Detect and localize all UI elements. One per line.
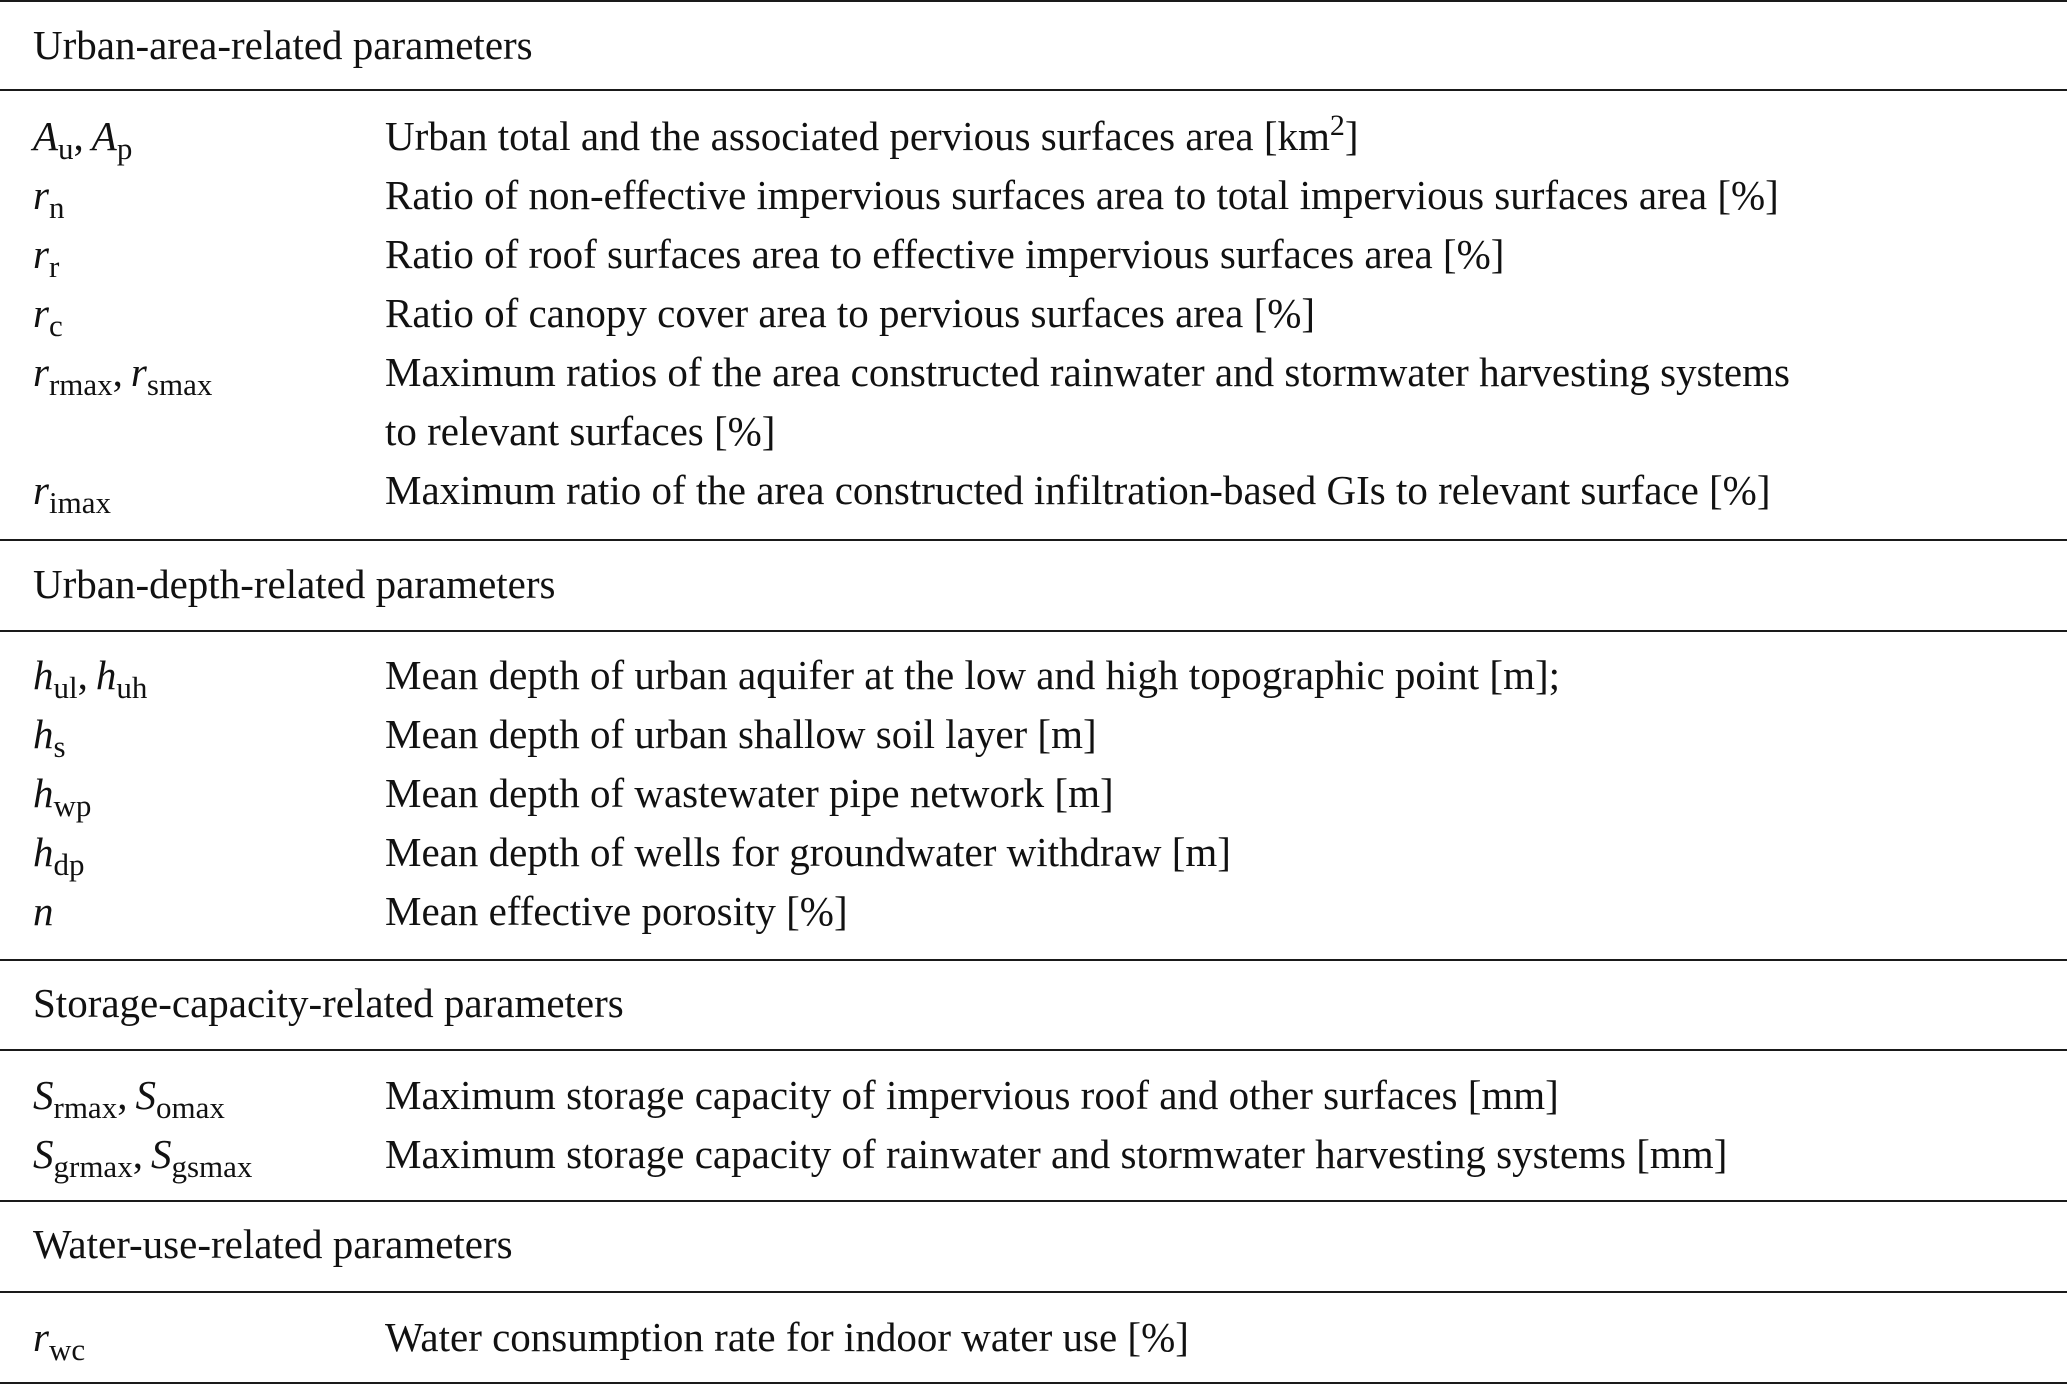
table-row <box>0 284 2067 343</box>
bottom-rule <box>0 1382 2067 1384</box>
parameter-symbol: $h_{wp}$ <box>33 770 92 823</box>
section-rule <box>0 1291 2067 1293</box>
table-row <box>0 1308 2067 1367</box>
table-row <box>0 1125 2067 1184</box>
table-row <box>0 646 2067 705</box>
parameter-description: Maximum storage capacity of rainwater and stormwater harvesting systems [mm] <box>385 1131 1728 1177</box>
table-row <box>0 343 2067 461</box>
parameter-symbol: $r_{imax}$ <box>33 467 111 520</box>
parameter-symbol: $A_u$, $A_p$ <box>33 113 133 166</box>
parameter-description: Urban total and the associated pervious surfaces area $[km^2]$ <box>385 109 1359 159</box>
parameter-symbol: $S_{rmax}$, $S_{omax}$ <box>33 1072 225 1125</box>
parameter-description: Maximum storage capacity of impervious roof and other surfaces [mm] <box>385 1072 1559 1118</box>
parameter-symbol: $h_{dp}$ <box>33 829 85 882</box>
section-rule <box>0 630 2067 632</box>
table-row <box>0 225 2067 284</box>
parameter-symbol: $h_{ul}$, $h_{uh}$ <box>33 652 148 705</box>
table-row <box>0 705 2067 764</box>
parameter-symbol: $r_{rmax}$, $r_{smax}$ <box>33 349 213 402</box>
parameter-description: Water consumption rate for indoor water use [%] <box>385 1314 1189 1360</box>
section-title: Urban-area-related parameters <box>33 22 533 68</box>
parameter-symbol: $S_{grmax}$, $S_{gsmax}$ <box>33 1131 253 1184</box>
table-row <box>0 823 2067 882</box>
section-rule <box>0 1049 2067 1051</box>
section-rule <box>0 89 2067 91</box>
parameter-description: Ratio of non-effective impervious surfaces area to total impervious surfaces area [%] <box>385 172 1779 218</box>
table-row <box>0 461 2067 520</box>
section-title: Storage-capacity-related parameters <box>33 980 624 1026</box>
parameter-description: Maximum ratios of the area constructed rainwater and stormwater harvesting systems to relevant surfaces [%] <box>385 349 1790 454</box>
section-rule <box>0 1200 2067 1202</box>
top-rule <box>0 0 2067 2</box>
parameter-description: Mean depth of wells for groundwater withdraw [m] <box>385 829 1231 875</box>
parameter-symbol: $r_r$ <box>33 231 60 284</box>
table-row <box>0 166 2067 225</box>
parameter-description: Mean depth of urban aquifer at the low and high topographic point [m]; <box>385 652 1561 698</box>
parameter-description: Mean depth of wastewater pipe network [m] <box>385 770 1114 816</box>
parameter-description: Mean depth of urban shallow soil layer [m] <box>385 711 1097 757</box>
section-rule <box>0 959 2067 961</box>
section-rule <box>0 539 2067 541</box>
parameter-description: Maximum ratio of the area constructed infiltration-based GIs to relevant surface [%] <box>385 467 1771 513</box>
table-row <box>0 882 2067 941</box>
parameter-symbol: $r_{wc}$ <box>33 1314 86 1367</box>
parameter-symbol: n <box>33 888 54 934</box>
parameter-symbol: $r_n$ <box>33 172 65 225</box>
section-title: Urban-depth-related parameters <box>33 561 556 607</box>
section-title: Water-use-related parameters <box>33 1221 513 1267</box>
table-row <box>0 1066 2067 1125</box>
parameter-description: Ratio of canopy cover area to pervious surfaces area [%] <box>385 290 1316 336</box>
parameter-description: Mean effective porosity [%] <box>385 888 848 934</box>
table-row <box>0 107 2067 166</box>
table-row <box>0 764 2067 823</box>
parameter-symbol: $h_s$ <box>33 711 66 764</box>
parameter-symbol: $r_c$ <box>33 290 63 343</box>
parameter-description: Ratio of roof surfaces area to effective impervious surfaces area [%] <box>385 231 1505 277</box>
